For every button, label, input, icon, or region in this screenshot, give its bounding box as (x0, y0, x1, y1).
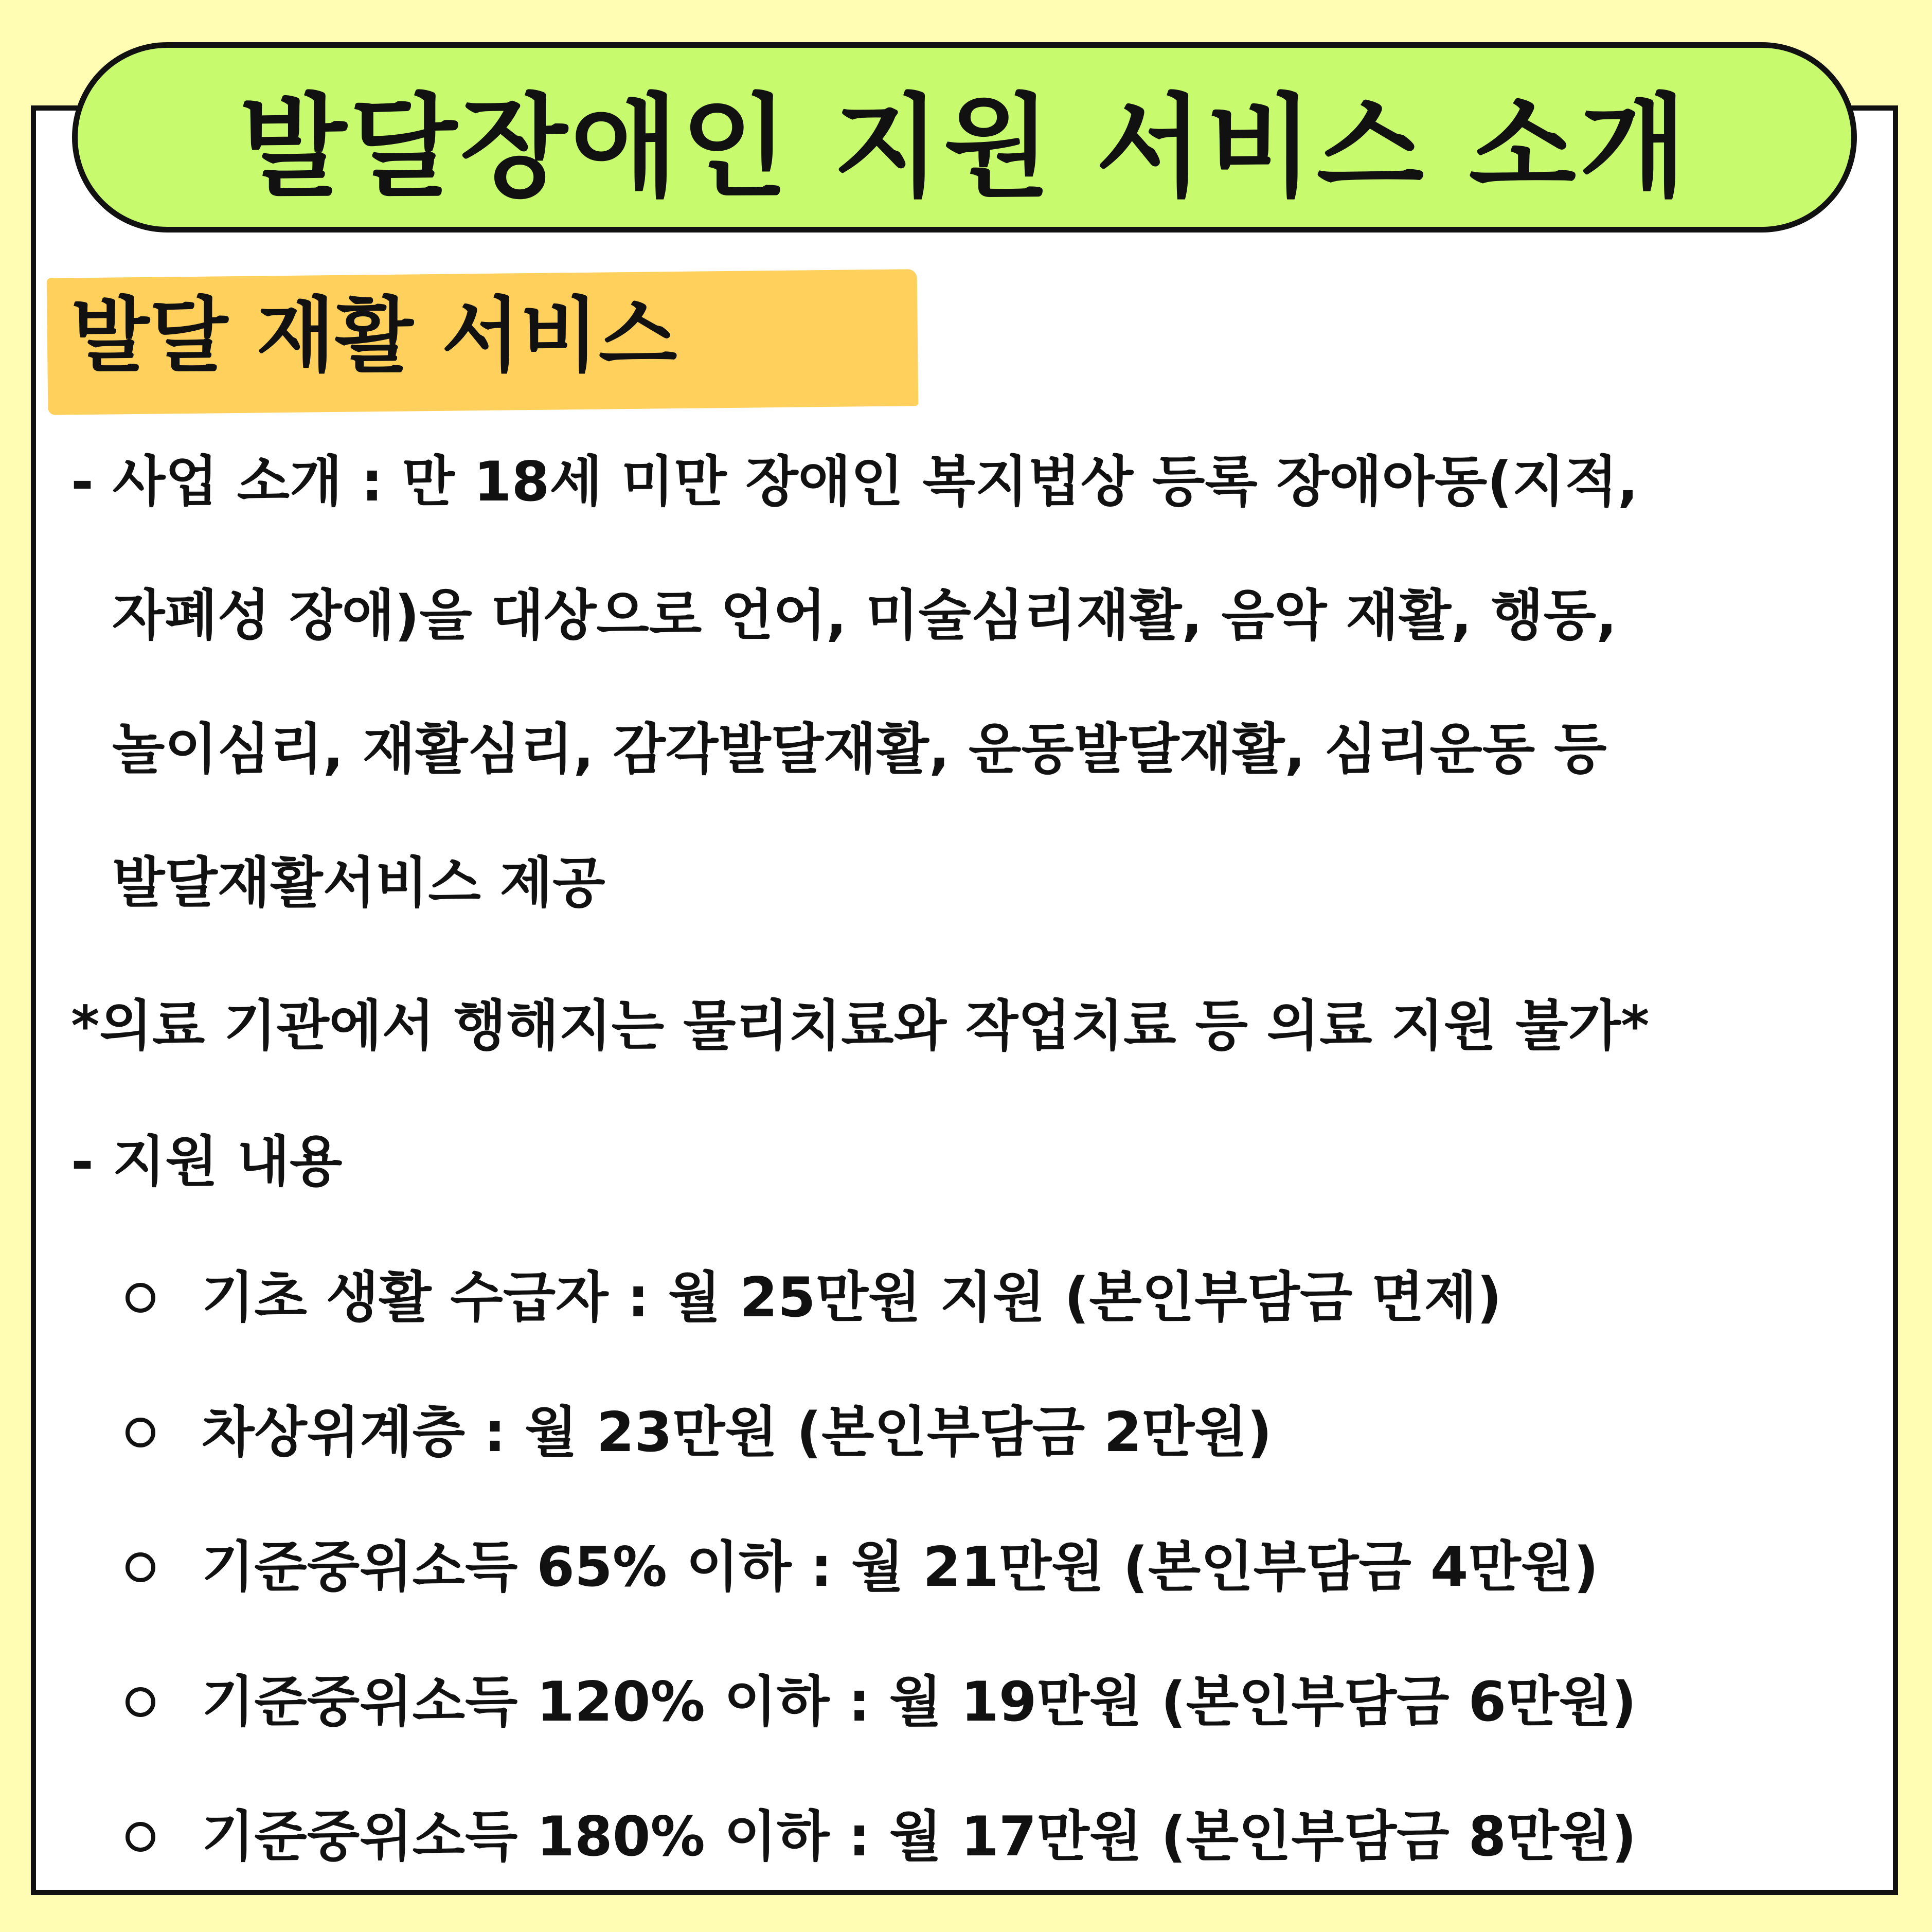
circle-bullet-icon (126, 1552, 155, 1582)
support-heading: - 지원 내용 (71, 1130, 343, 1193)
title-banner (72, 42, 1857, 232)
support-item-text: 기준중위소득 65% 이하 : 월 21만원 (본인부담금 4만원) (202, 1535, 1599, 1599)
circle-bullet-icon (126, 1283, 155, 1313)
intro-line-1: - 사업 소개 : 만 18세 미만 장애인 복지법상 등록 장애아동(지적, (71, 450, 1638, 513)
support-item (119, 1798, 1636, 1875)
support-item (119, 1663, 1636, 1741)
circle-bullet-icon (126, 1687, 155, 1717)
support-item (119, 1394, 1272, 1471)
support-item-text: 기준중위소득 180% 이하 : 월 17만원 (본인부담금 8만원) (202, 1805, 1637, 1868)
notice-text: *의료 기관에서 행해지는 물리치료와 작업치료 등 의료 지원 불가* (71, 994, 1650, 1058)
intro-line-2: 자폐성 장애)을 대상으로 언어, 미술심리재활, 음악 재활, 행동, (112, 584, 1617, 647)
support-item (119, 1259, 1502, 1336)
intro-line-3: 놀이심리, 재활심리, 감각발달재활, 운동발달재활, 심리운동 등 (112, 718, 1607, 781)
support-item-text: 기초 생활 수급자 : 월 25만원 지원 (본인부담금 면제) (202, 1266, 1502, 1329)
support-item-text: 기준중위소득 120% 이하 : 월 19만원 (본인부담금 6만원) (202, 1670, 1637, 1733)
page-title: 발달장애인 지원 서비스 소개 (239, 82, 1690, 212)
circle-bullet-icon (126, 1418, 155, 1447)
intro-line-4: 발달재활서비스 제공 (112, 851, 605, 915)
circle-bullet-icon (126, 1822, 155, 1852)
section-title: 발달 재활 서비스 (71, 289, 677, 383)
support-item (119, 1529, 1599, 1606)
support-item-text: 차상위계층 : 월 23만원 (본인부담금 2만원) (202, 1401, 1273, 1464)
